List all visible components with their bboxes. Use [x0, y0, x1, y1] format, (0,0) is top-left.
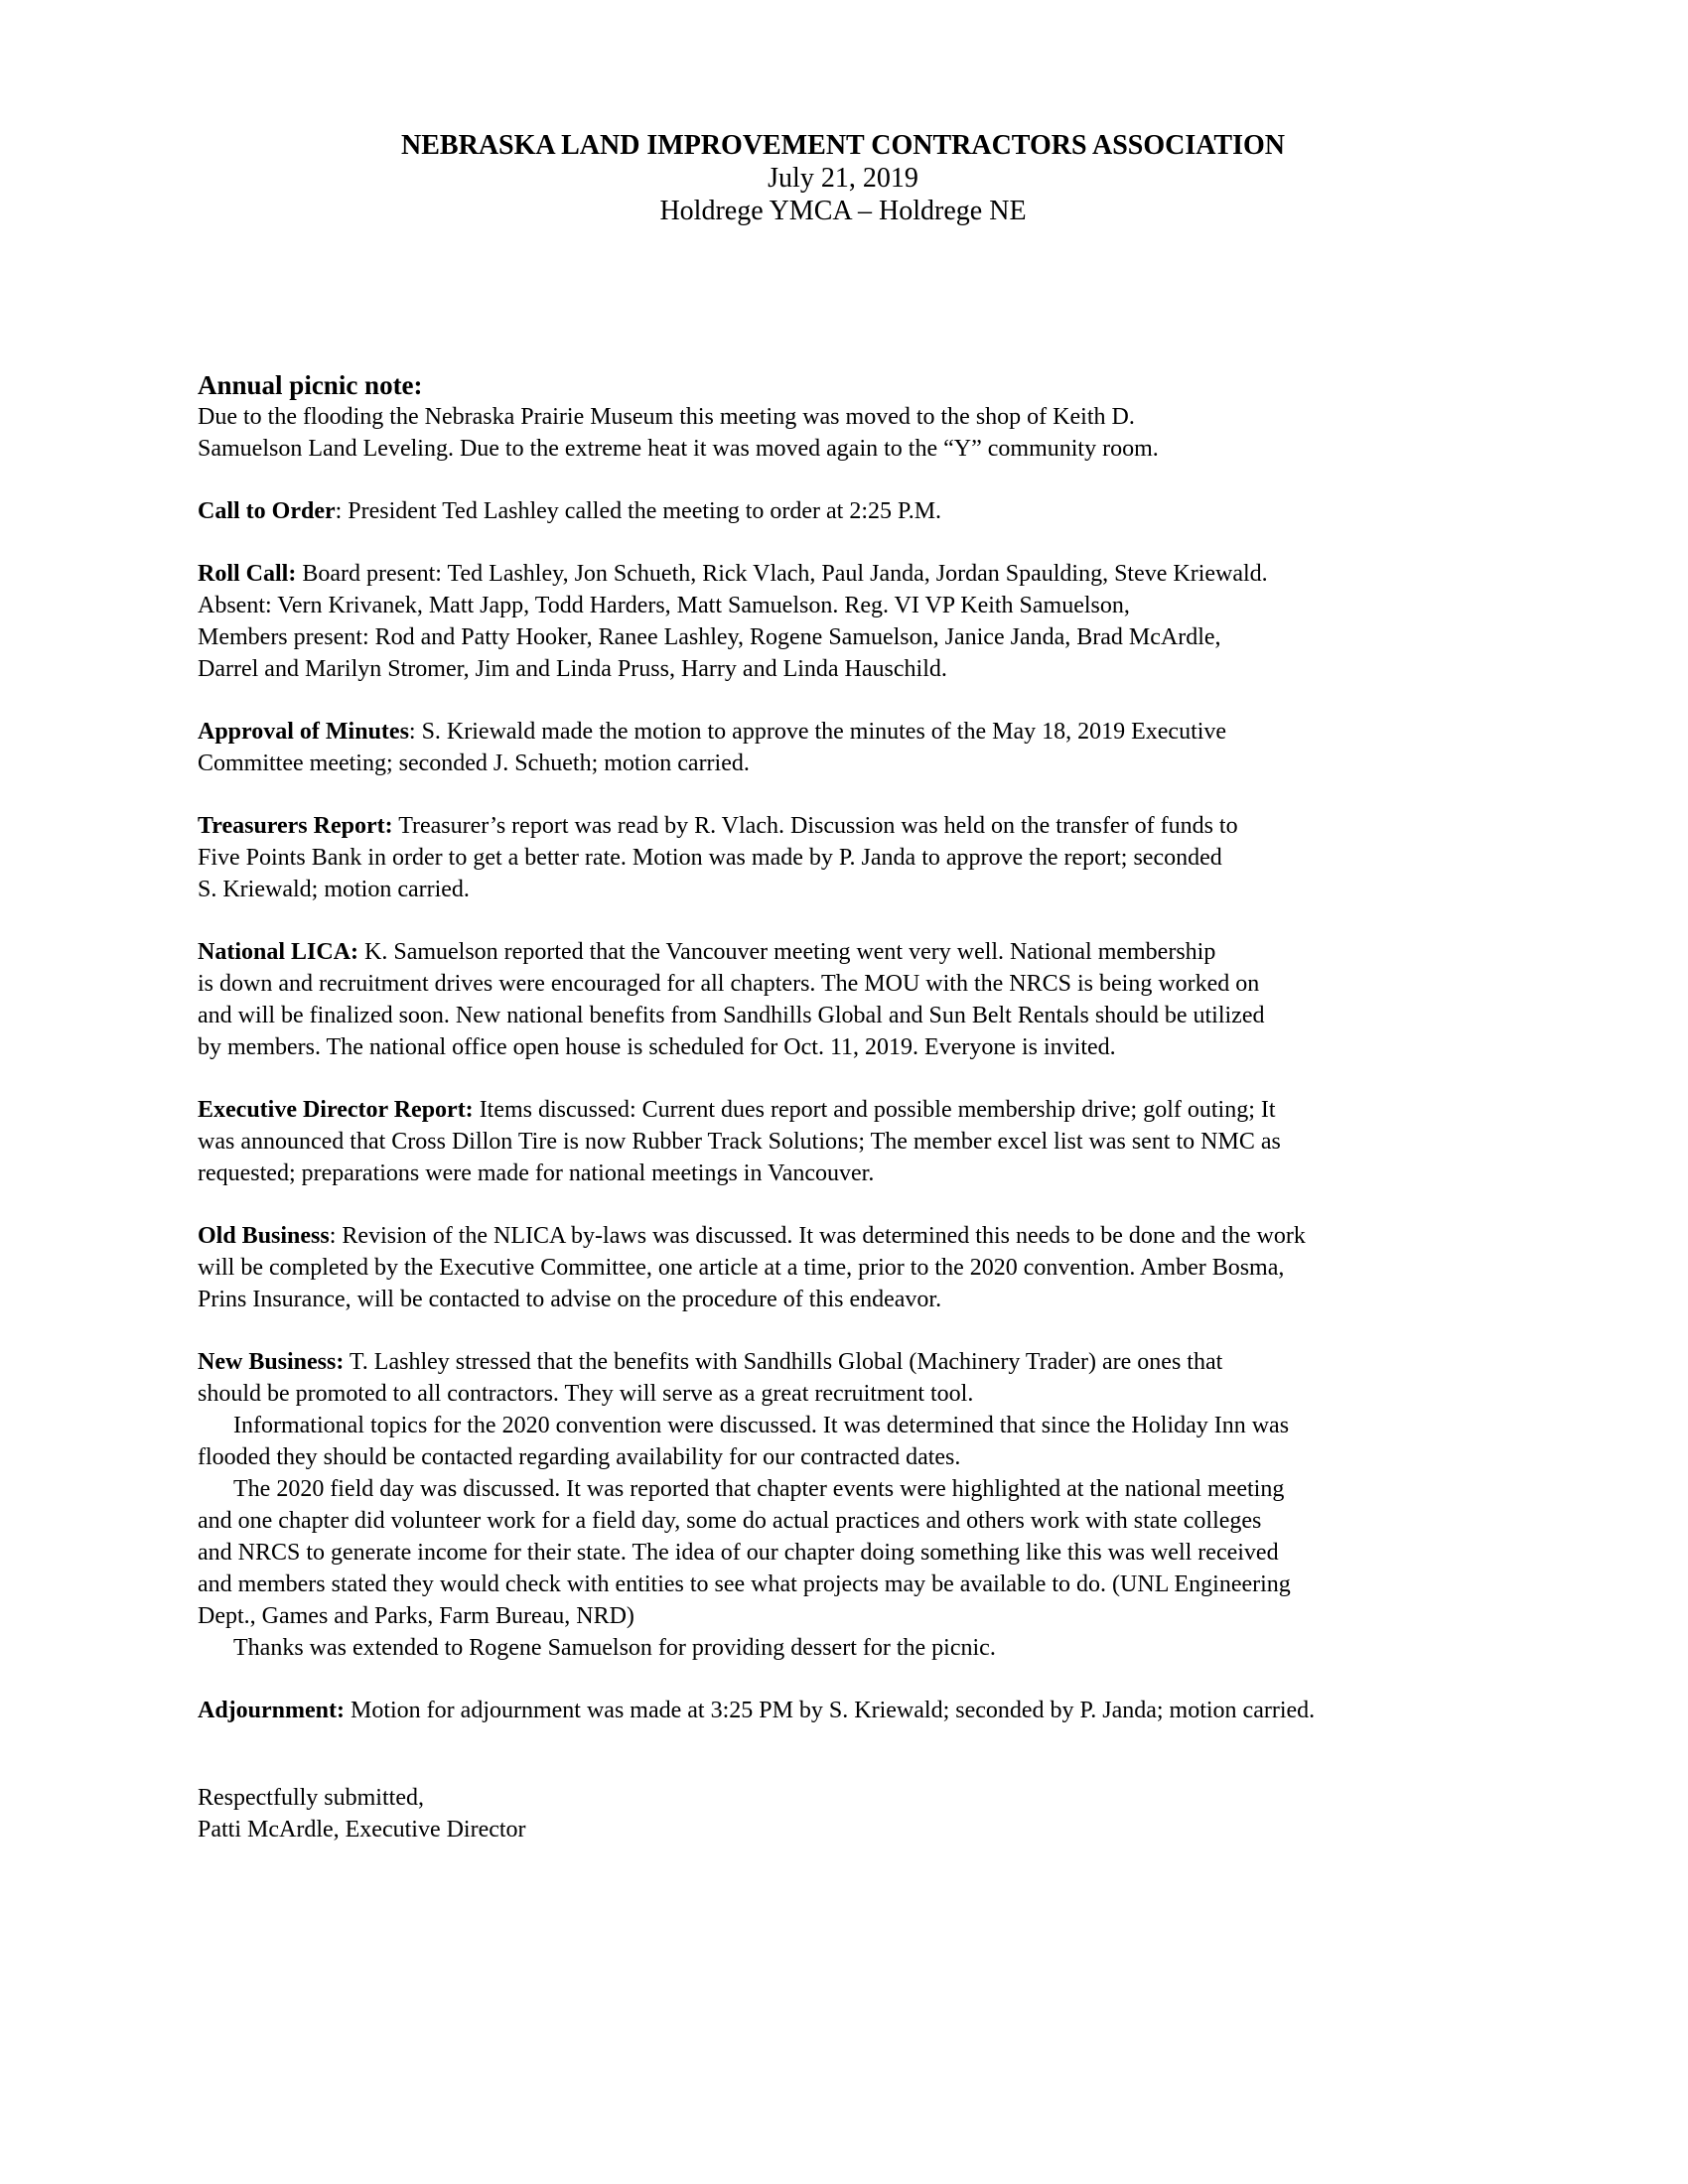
adjournment-label: Adjournment: — [198, 1698, 345, 1723]
annual-picnic-line: Samuelson Land Leveling. Due to the extreme heat it was moved again to the “Y” community room. — [198, 436, 1159, 462]
executive-director-line: requested; preparations were made for national meetings in Vancouver. — [198, 1160, 875, 1186]
old-business-label: Old Business — [198, 1223, 330, 1249]
executive-director-report-section — [198, 1094, 1508, 1189]
new-business-line: and one chapter did volunteer work for a field day, some do actual practices and others work with state colleges — [198, 1508, 1262, 1534]
treasurers-report-section — [198, 810, 1508, 905]
new-business-line: Thanks was extended to Rogene Samuelson for providing dessert for the picnic. — [233, 1635, 996, 1661]
annual-picnic-section — [198, 369, 1508, 465]
signature-name: Patti McArdle, Executive Director — [198, 1817, 526, 1843]
roll-call-text: Board present: Ted Lashley, Jon Schueth, Rick Vlach, Paul Janda, Jordan Spaulding, Steve Kriewald. — [296, 561, 1268, 587]
roll-call-section — [198, 558, 1508, 685]
new-business-line: and members stated they would check with entities to see what projects may be available to do. (UNL Engineering — [198, 1571, 1291, 1597]
call-to-order-label: Call to Order — [198, 498, 336, 524]
annual-picnic-label: Annual picnic note: — [198, 370, 423, 400]
treasurers-line: S. Kriewald; motion carried. — [198, 877, 470, 902]
national-lica-line: by members. The national office open house is scheduled for Oct. 11, 2019. Everyone is invited. — [198, 1034, 1116, 1060]
approval-of-minutes-label: Approval of Minutes — [198, 719, 409, 745]
new-business-line: should be promoted to all contractors. They will serve as a great recruitment tool. — [198, 1381, 974, 1407]
old-business-line — [198, 1220, 1508, 1252]
meeting-date: July 21, 2019 — [768, 163, 918, 194]
old-business-text: : Revision of the NLICA by-laws was discussed. It was determined this needs to be done and the work — [329, 1223, 1306, 1249]
approval-text: : S. Kriewald made the motion to approve the minutes of the May 18, 2019 Executive — [408, 719, 1227, 745]
executive-director-line: was announced that Cross Dillon Tire is now Rubber Track Solutions; The member excel list was sent to NMC as — [198, 1129, 1281, 1155]
signature-closing: Respectfully submitted, — [198, 1785, 424, 1811]
new-business-line: and NRCS to generate income for their state. The idea of our chapter doing something like this was well received — [198, 1540, 1279, 1566]
call-to-order-section — [198, 495, 1508, 527]
organization-title: NEBRASKA LAND IMPROVEMENT CONTRACTORS ASSOCIATION — [401, 130, 1285, 161]
treasurers-line — [198, 810, 1508, 842]
executive-director-line — [198, 1094, 1508, 1126]
national-lica-section — [198, 936, 1508, 1063]
national-lica-line — [198, 936, 1508, 968]
document-page — [198, 129, 1508, 1845]
roll-call-line: Members present: Rod and Patty Hooker, Ranee Lashley, Rogene Samuelson, Janice Janda, Brad McArdle, — [198, 624, 1221, 650]
roll-call-line — [198, 558, 1508, 590]
national-lica-text: K. Samuelson reported that the Vancouver meeting went very well. National membership — [358, 939, 1216, 965]
adjournment-line — [198, 1695, 1508, 1726]
new-business-line — [198, 1346, 1508, 1378]
old-business-line: will be completed by the Executive Committee, one article at a time, prior to the 2020 convention. Amber Bosma, — [198, 1255, 1285, 1281]
new-business-line: Informational topics for the 2020 convention were discussed. It was determined that since the Holiday Inn was — [233, 1413, 1290, 1438]
approval-line — [198, 716, 1508, 748]
new-business-section — [198, 1346, 1508, 1664]
approval-of-minutes-section — [198, 716, 1508, 779]
call-to-order-line — [198, 495, 1508, 527]
document-header — [188, 129, 1498, 227]
treasurers-report-label: Treasurers Report: — [198, 813, 393, 839]
new-business-label: New Business: — [198, 1349, 345, 1375]
national-lica-label: National LICA: — [198, 939, 359, 965]
old-business-section — [198, 1220, 1508, 1315]
national-lica-line: is down and recruitment drives were encouraged for all chapters. The MOU with the NRCS is being worked on — [198, 971, 1260, 997]
old-business-line: Prins Insurance, will be contacted to advise on the procedure of this endeavor. — [198, 1287, 942, 1312]
roll-call-label: Roll Call: — [198, 561, 297, 587]
new-business-text: T. Lashley stressed that the benefits with Sandhills Global (Machinery Trader) are ones that — [344, 1349, 1223, 1375]
new-business-line: The 2020 field day was discussed. It was reported that chapter events were highlighted at the national meeting — [233, 1476, 1285, 1502]
roll-call-line: Absent: Vern Krivanek, Matt Japp, Todd Harders, Matt Samuelson. Reg. VI VP Keith Samuelson, — [198, 593, 1130, 618]
treasurers-text: Treasurer’s report was read by R. Vlach. Discussion was held on the transfer of funds to — [392, 813, 1238, 839]
adjournment-text: Motion for adjournment was made at 3:25 PM by S. Kriewald; seconded by P. Janda; motion carried. — [345, 1698, 1316, 1723]
roll-call-line: Darrel and Marilyn Stromer, Jim and Linda Pruss, Harry and Linda Hauschild. — [198, 656, 947, 682]
new-business-line: Dept., Games and Parks, Farm Bureau, NRD) — [198, 1603, 634, 1629]
minutes-body — [198, 369, 1508, 1845]
executive-director-report-label: Executive Director Report: — [198, 1097, 474, 1123]
executive-director-text: Items discussed: Current dues report and possible membership drive; golf outing; It — [473, 1097, 1276, 1123]
meeting-location: Holdrege YMCA – Holdrege NE — [659, 196, 1027, 226]
annual-picnic-line: Due to the flooding the Nebraska Prairie Museum this meeting was moved to the shop of Keith D. — [198, 404, 1135, 430]
treasurers-line: Five Points Bank in order to get a better rate. Motion was made by P. Janda to approve the report; seconded — [198, 845, 1222, 871]
signature-block — [198, 1782, 1508, 1845]
adjournment-section — [198, 1695, 1508, 1726]
new-business-line: flooded they should be contacted regarding availability for our contracted dates. — [198, 1444, 961, 1470]
call-to-order-text: : President Ted Lashley called the meeting to order at 2:25 P.M. — [335, 498, 942, 524]
national-lica-line: and will be finalized soon. New national benefits from Sandhills Global and Sun Belt Rentals should be utilized — [198, 1003, 1265, 1028]
approval-line: Committee meeting; seconded J. Schueth; motion carried. — [198, 751, 750, 776]
